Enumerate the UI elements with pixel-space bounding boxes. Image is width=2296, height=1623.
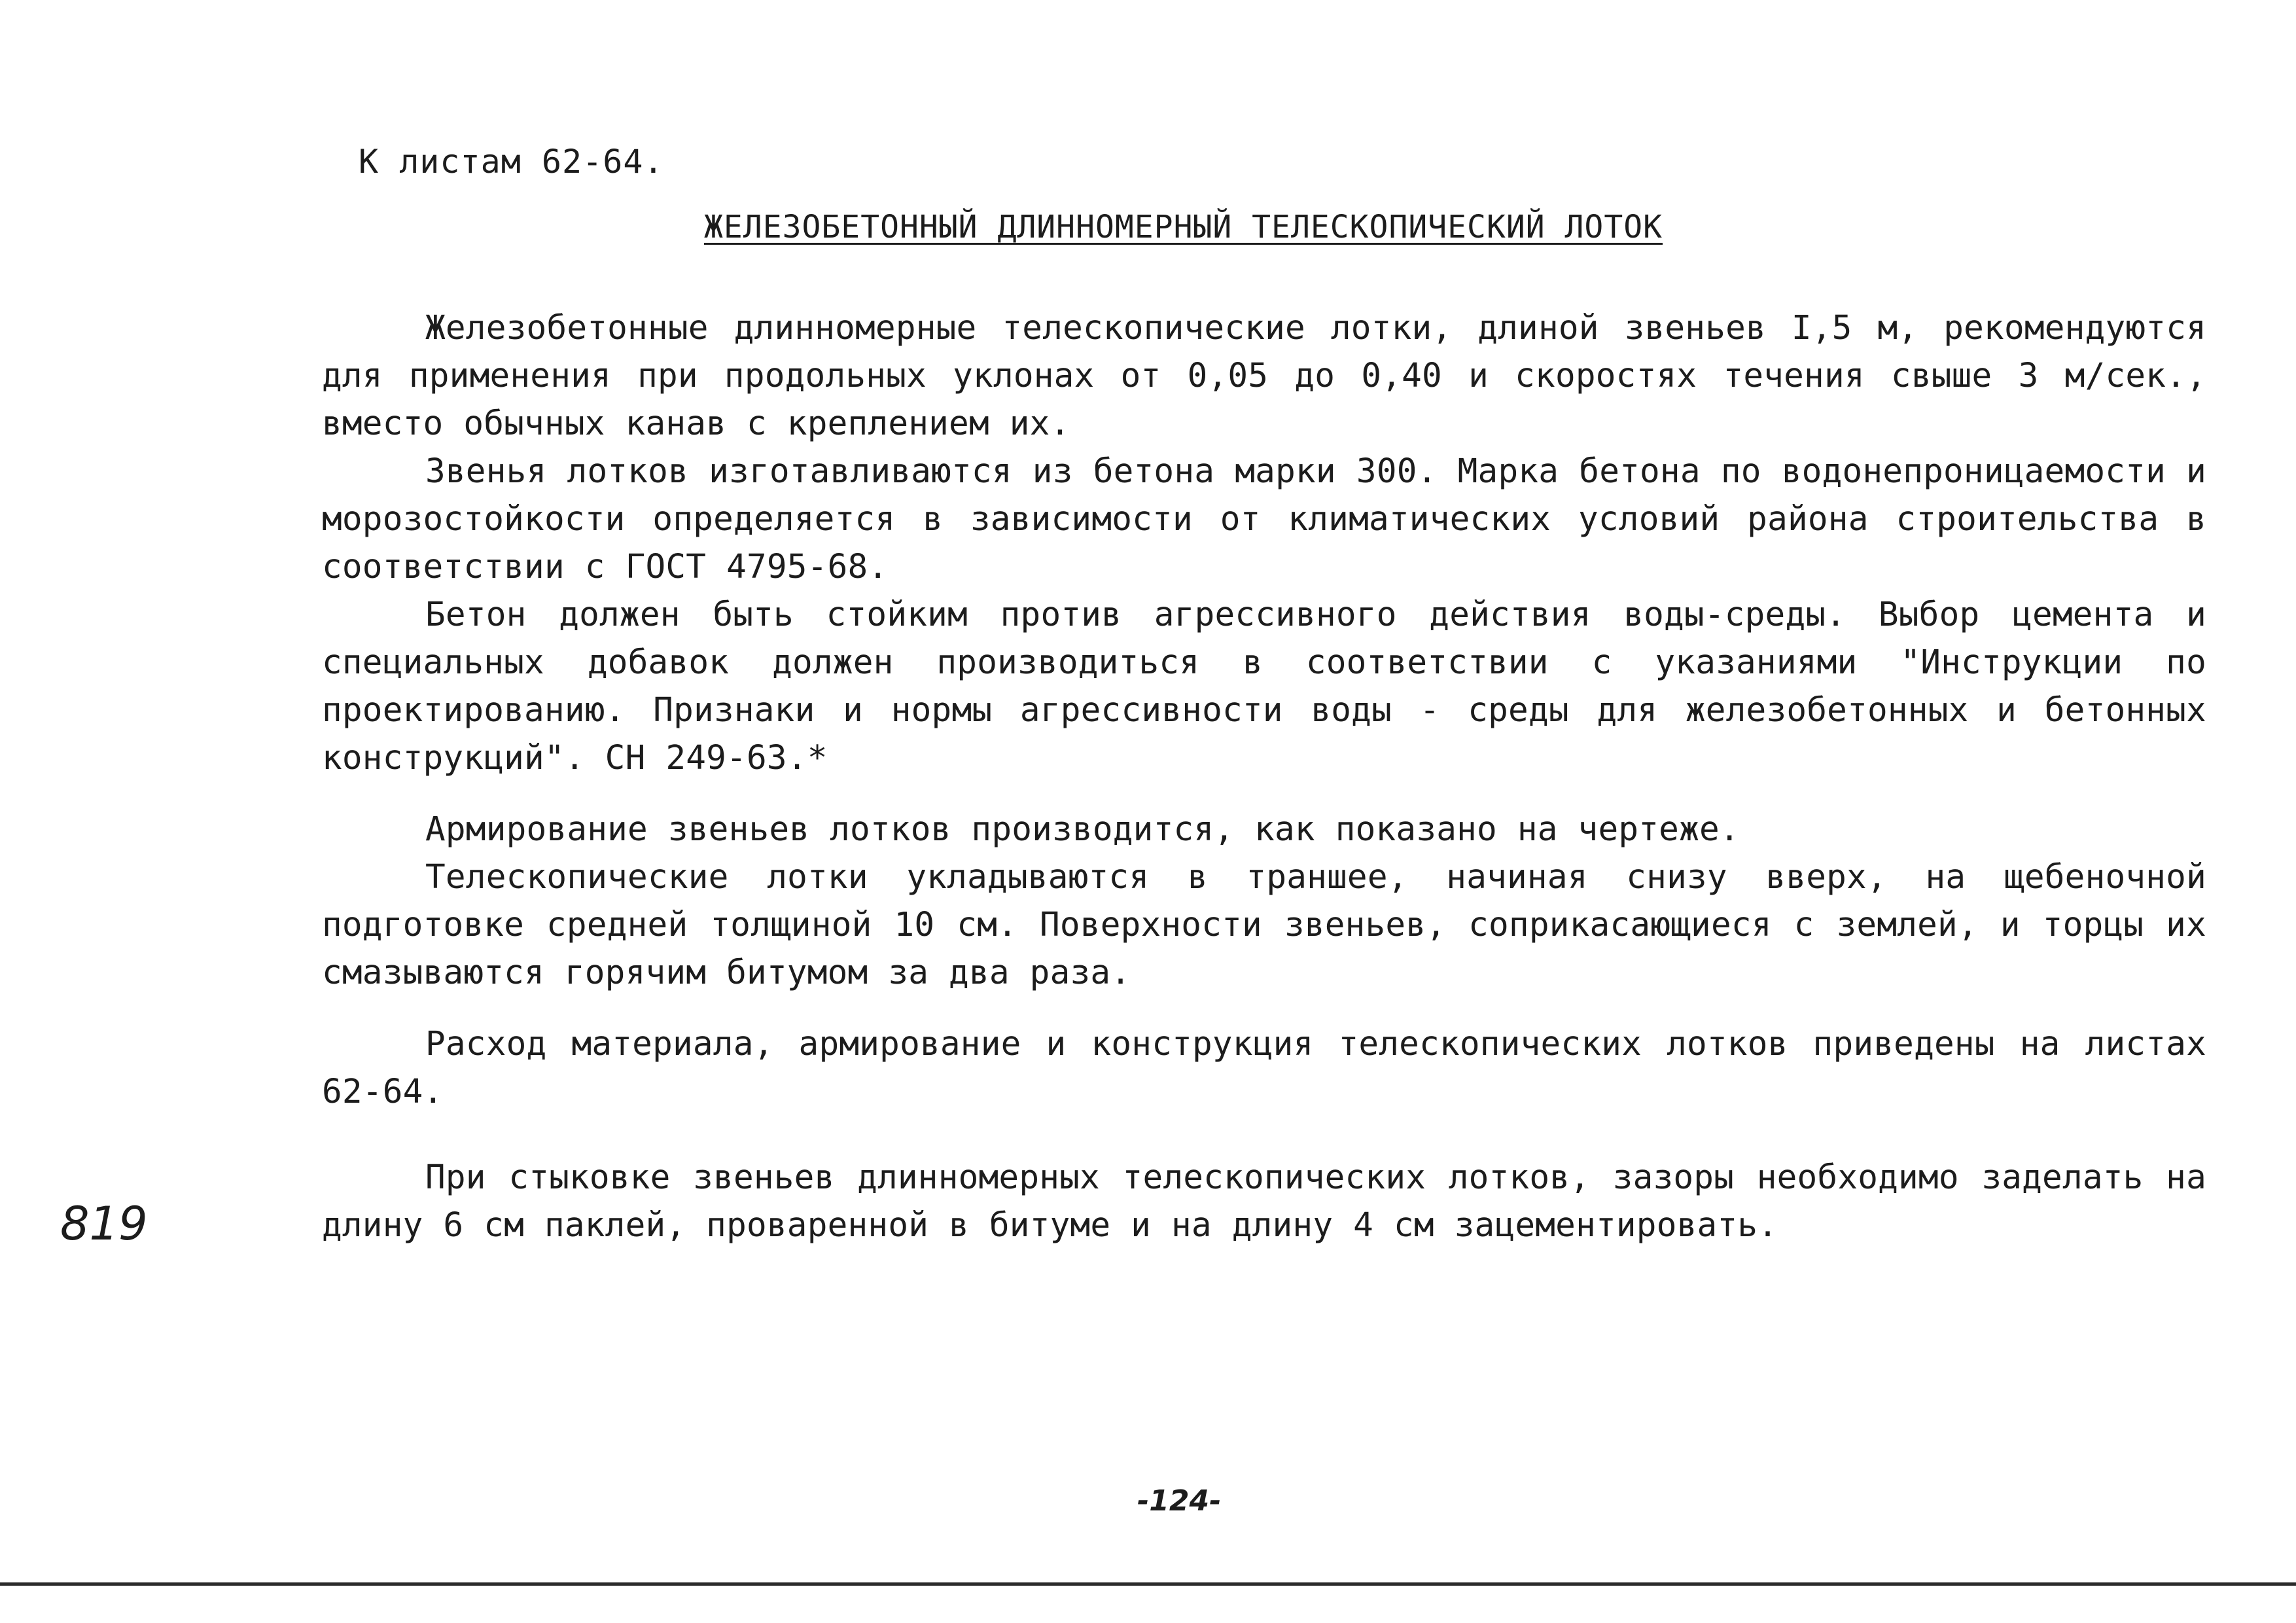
paragraph-concrete-grade: Звенья лотков изготавливаются из бетона марки 300. Марка бетона по водонепроницаемости и морозостойкости определяется в зависимости от климатических условий района строительства в соответствии с ГОСТ 4795-68. xyxy=(322,452,2206,586)
bottom-divider xyxy=(0,1582,2296,1586)
paragraph-concrete-resistance: Бетон должен быть стойким против агрессивного действия воды-среды. Выбор цемента и специальных добавок должен производиться в соответствии с указаниями "Инструкции по проектированию. Признаки и нормы агрессивности воды - среды для железобетонных и бетонных конструкций". СН 249-63.* xyxy=(322,596,2206,777)
paragraph-reinforcement: Армирование звеньев лотков производится, как показано на чертеже. xyxy=(425,810,1740,849)
document-title: ЖЕЛЕЗОБЕТОННЫЙ ДЛИННОМЕРНЫЙ ТЕЛЕСКОПИЧЕСКИЙ ЛОТОК xyxy=(704,209,1663,245)
body-text xyxy=(322,304,2206,1249)
paragraph-installation: Телескопические лотки укладываются в траншее, начиная снизу вверх, на щебеночной подготовке средней толщиной 10 см. Поверхности звеньев, соприкасающиеся с землей, и торцы их смазываются горячим битумом за два раза. xyxy=(322,858,2206,992)
sheet-reference: К листам 62-64. xyxy=(359,143,664,181)
page-number: -124- xyxy=(1137,1484,1222,1518)
paragraph-joints: При стыковке звеньев длинномерных телескопических лотков, зазоры необходимо заделать на длину 6 см паклей, проваренной в битуме и на длину 4 см зацементировать. xyxy=(322,1158,2206,1245)
paragraph-materials: Расход материала, армирование и конструкция телескопических лотков приведены на листах 62-64. xyxy=(322,1025,2206,1111)
margin-sheet-number: 819 xyxy=(60,1197,148,1251)
paragraph-application: Железобетонные длинномерные телескопические лотки, длиной звеньев I,5 м, рекомендуются для применения при продольных уклонах от 0,05 до 0,40 и скоростях течения свыше 3 м/сек., вместо обычных канав с креплением их. xyxy=(322,309,2206,443)
